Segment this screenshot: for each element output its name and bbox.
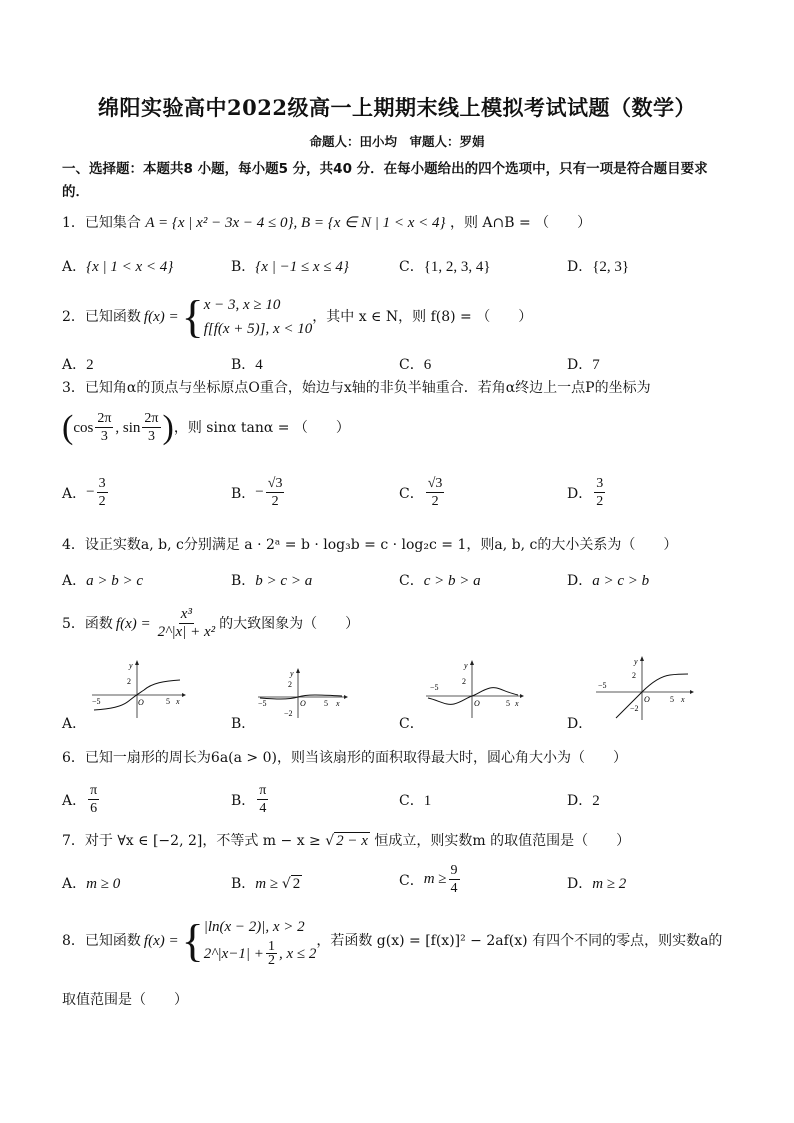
question-6: 6．已知一扇形的周长为6a(a > 0)，则当该扇形的面积取得最大时，圆心角大小为（ ） [62, 750, 627, 766]
q2-option-d[interactable]: D．7 [567, 357, 600, 373]
q4-option-d[interactable]: D．a > c > b [567, 573, 650, 589]
q1-option-a[interactable]: A．{x | 1 < x < 4} [62, 259, 174, 275]
svg-text:O: O [474, 699, 480, 708]
q3-frac-2: $\frac{2\pi}{3}$ [144, 411, 159, 444]
q5-tail: 的大致图象为（ ） [219, 615, 360, 632]
q4-option-c[interactable]: C．c > b > a [399, 573, 481, 589]
svg-text:2: 2 [288, 680, 292, 689]
q1-option-b[interactable]: B．{x | −1 ≤ x ≤ 4} [231, 259, 349, 275]
question-4: 4．设正实数a, b, c分别满足 a · 2ᵃ = b · log₃b = c · log₂c = 1，则a, b, c的大小关系为（ ） [62, 537, 678, 553]
section-heading: 一、选择题：本题共8 小题，每小题5 分，共40 分．在每小题给出的四个选项中，只有一项是符合题目要求的． [62, 161, 708, 200]
q2-number: 2．已知函数 [62, 309, 141, 325]
page-title: 绵阳实验高中2022级高一上期期末线上模拟考试试题（数学） [98, 95, 696, 120]
svg-text:x: x [176, 697, 180, 706]
svg-text:−2: −2 [630, 704, 639, 713]
svg-text:−2: −2 [284, 709, 293, 718]
svg-text:y: y [129, 661, 133, 670]
svg-text:x: x [336, 699, 340, 708]
svg-text:2: 2 [632, 671, 636, 680]
q3-option-c[interactable]: C． $\frac{√3}{2}$ [399, 476, 443, 509]
svg-text:−5: −5 [430, 683, 439, 692]
question-8-line-2: 取值范围是（ ） [62, 992, 188, 1008]
q2-tail: ，其中 x ∈ N，则 f(8) = （ ） [312, 309, 533, 325]
svg-text:−5: −5 [258, 699, 267, 708]
q7-option-a[interactable]: A．m ≥ 0 [62, 876, 121, 892]
q5-frac: $\frac{\text{x³}}{\text{2\textasciicircum{}|x| + x²}}$ [157, 606, 216, 640]
svg-text:y: y [634, 657, 638, 666]
question-3-line-2: ( cos $\frac{2\pi}{3}$ , sin $\frac{2\pi}{3}$ ) ，则 sinα tanα = （ ） [62, 408, 350, 446]
q6-option-c[interactable]: C．1 [399, 793, 432, 809]
q3-tail: ，则 sinα tanα = （ ） [173, 419, 350, 436]
q2-case-1: x − 3, x ≥ 10 [203, 297, 281, 313]
svg-text:O: O [138, 698, 144, 707]
question-2 [62, 293, 532, 341]
q2-case-2: f[f(x + 5)], x < 10 [203, 321, 313, 337]
svg-text:5: 5 [324, 699, 328, 708]
svg-text:y: y [290, 669, 294, 678]
q5-graph-c[interactable] [424, 660, 524, 720]
q2-option-b[interactable]: B．4 [231, 357, 263, 373]
q5-option-c-label[interactable]: C． [399, 716, 424, 732]
q5-graph-b[interactable] [256, 668, 348, 720]
q1-number: 1．已知集合 [62, 215, 141, 231]
q6-option-d[interactable]: D．2 [567, 793, 600, 809]
q7-option-d[interactable]: D．m ≥ 2 [567, 876, 627, 892]
question-1 [62, 213, 591, 233]
q8-number: 8．已知函数 [62, 932, 141, 949]
q1-option-c[interactable]: C．{1, 2, 3, 4} [399, 259, 491, 275]
q3-cos: cos [73, 419, 94, 436]
q5-graph-d[interactable] [594, 656, 694, 722]
q1-sets: A = {x | x² − 3x − 4 ≤ 0}, B = {x ∈ N | 1 < x < 4} [145, 215, 446, 231]
q3-option-b[interactable]: B． − $\frac{√3}{2}$ [231, 476, 283, 509]
q3-frac-1: $\frac{2\pi}{3}$ [97, 411, 112, 444]
svg-text:x: x [681, 695, 685, 704]
authors-line: 命题人：田小均 审题人：罗娟 [309, 134, 485, 149]
svg-text:2: 2 [462, 677, 466, 686]
q7-sqrt: 2 − x [336, 833, 368, 849]
q5-option-d-label[interactable]: D． [567, 716, 593, 732]
q6-option-b[interactable]: B． $\frac{\pi}{4}$ [231, 783, 267, 816]
q8-case-2: 2^|x−1| + $\frac{1}{2}$ , x ≤ 2 [203, 939, 317, 968]
q1-tail: ，则 A∩B = （ ） [449, 215, 592, 231]
svg-text:2: 2 [127, 677, 131, 686]
svg-text:O: O [644, 695, 650, 704]
q4-option-a[interactable]: A．a > b > c [62, 573, 144, 589]
q8-case-1: |ln(x − 2)|, x > 2 [203, 919, 305, 935]
question-8 [62, 914, 722, 967]
q7-option-b[interactable]: B．m ≥ √ 2 [231, 876, 301, 892]
svg-text:−5: −5 [92, 697, 101, 706]
q8-cases [204, 914, 317, 967]
q8-tail: ，若函数 g(x) = [f(x)]² − 2af(x) 有四个不同的零点，则实数a的 [316, 932, 723, 949]
svg-text:−5: −5 [598, 681, 607, 690]
q3-sin: , sin [115, 419, 141, 436]
svg-text:5: 5 [670, 695, 674, 704]
q2-option-a[interactable]: A．2 [62, 357, 94, 373]
q6-option-a[interactable]: A． $\frac{\pi}{6}$ [62, 783, 98, 816]
svg-text:y: y [464, 661, 468, 670]
q2-option-c[interactable]: C．6 [399, 357, 432, 373]
svg-text:5: 5 [166, 697, 170, 706]
q5-option-a-label[interactable]: A． [62, 716, 87, 732]
q4-option-b[interactable]: B．b > c > a [231, 573, 313, 589]
q3-option-d[interactable]: D． $\frac{3}{2}$ [567, 476, 604, 509]
q5-graph-a[interactable] [90, 660, 186, 720]
q2-cases [204, 293, 313, 341]
q3-option-a[interactable]: A． − $\frac{3}{2}$ [62, 476, 106, 509]
q8-brace: { [181, 914, 204, 966]
q5-option-b-label[interactable]: B． [231, 716, 256, 732]
q1-option-d[interactable]: D．{2, 3} [567, 259, 630, 275]
q5-number: 5．函数 [62, 615, 113, 632]
q2-lhs: f(x) = [143, 309, 179, 325]
question-5 [62, 606, 359, 641]
svg-text:O: O [300, 699, 306, 708]
q5-lhs: f(x) = [115, 615, 151, 632]
question-3-line-1: 3．已知角α的顶点与坐标原点O重合，始边与x轴的非负半轴重合．若角α终边上一点P的坐标为 [62, 380, 651, 396]
svg-text:5: 5 [506, 699, 510, 708]
svg-text:x: x [515, 699, 519, 708]
q8-lhs: f(x) = [143, 932, 179, 949]
q7-option-c[interactable]: C． m ≥ $\frac{9}{4}$ [399, 863, 458, 896]
question-7: 7．对于 ∀x ∈ [−2, 2]，不等式 m − x ≥ √ 2 − x 恒成立，则实数m 的取值范围是（ ） [62, 833, 631, 849]
q2-brace: { [181, 291, 204, 342]
